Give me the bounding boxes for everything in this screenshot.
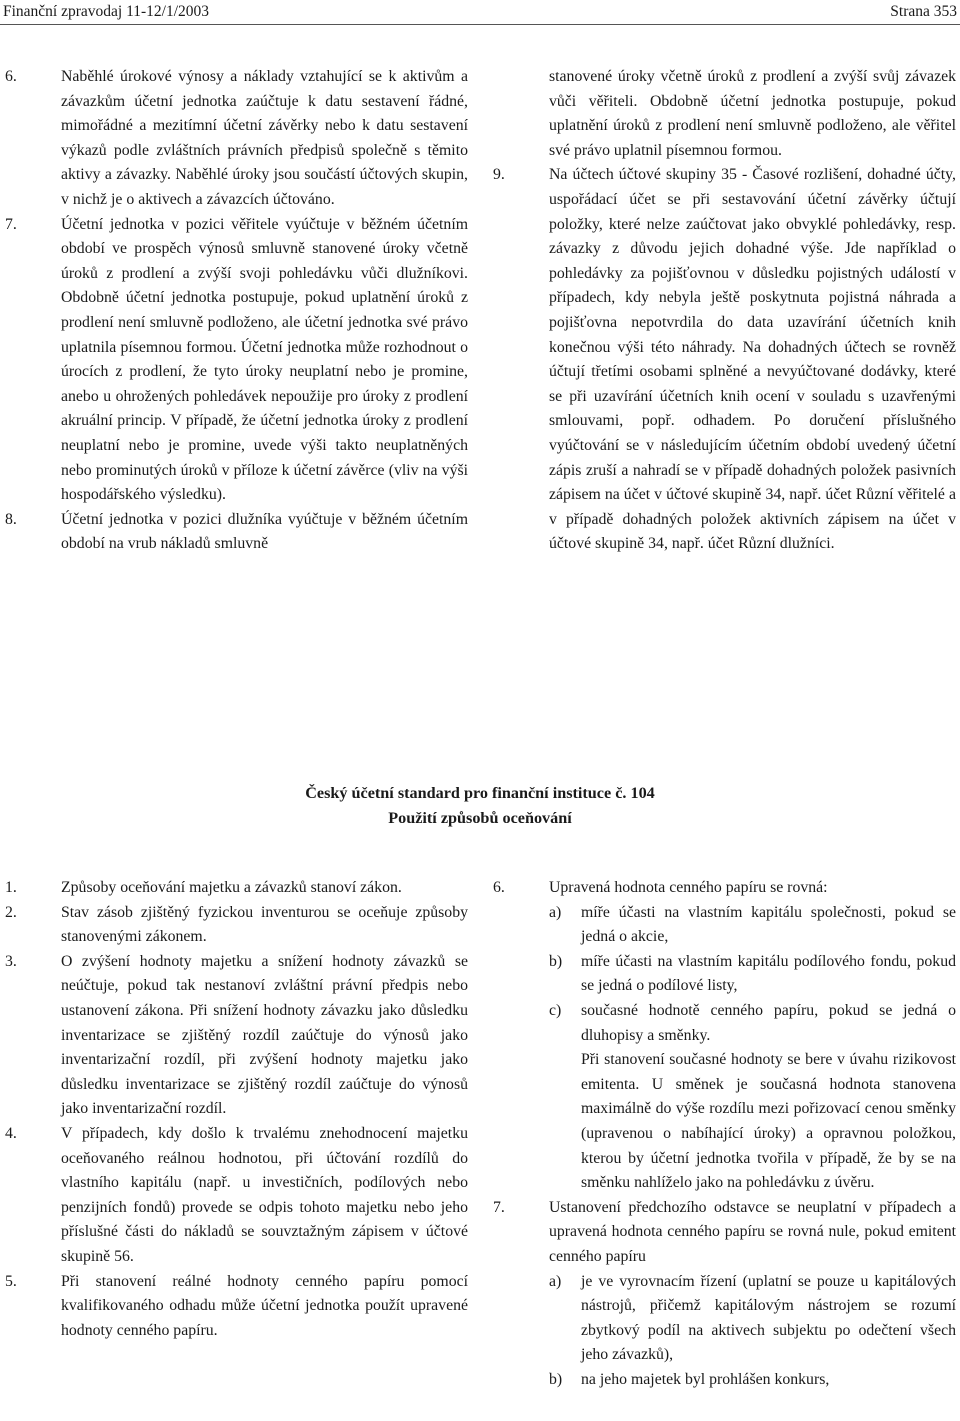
sub-item-text: na jeho majetek byl prohlášen konkurs, — [581, 1370, 830, 1388]
top-left-column — [5, 65, 468, 557]
item-number: 4. — [5, 1124, 17, 1142]
sub-item-text: míře účasti na vlastním kapitálu podílového fondu, pokud se jedná o podílové listy, — [581, 952, 956, 995]
sub-item — [549, 1270, 956, 1368]
list-item — [5, 213, 468, 508]
item-text: Stav zásob zjištěný fyzickou inventurou se oceňuje způsoby stanovenými zákonem. — [61, 903, 468, 946]
item-text: Způsoby oceňování majetku a závazků stanoví zákon. — [61, 879, 402, 896]
sub-item-letter: b) — [549, 952, 563, 970]
list-item — [5, 1270, 468, 1344]
item-intro: Ustanovení předchozího odstavce se neuplatní v případech a upravená hodnota cenného papíru se rovná nule, pokud emitent cenného papíru — [549, 1198, 956, 1265]
list-item — [5, 1122, 468, 1270]
item-number: 2. — [5, 903, 17, 921]
bottom-left-column — [5, 876, 468, 1343]
journal-title: Finanční zpravodaj 11-12/1/2003 — [3, 3, 210, 20]
standard-subtitle: Použití způsobů oceňování — [388, 808, 572, 827]
item-number: 7. — [493, 1198, 505, 1216]
sub-item — [549, 999, 956, 1048]
item-number: 7. — [5, 215, 17, 233]
list-item — [5, 876, 468, 901]
note-text: Při stanovení současné hodnoty se bere v úvahu rizikovost emitenta. U směnek je současná hodnota stanovena maximálně do výše rozdílu mezi pořizovací cenou směnky (upravenou o nabíhající úroky) a opravnou položkou, kterou by účetní jednotka tvořila v případě, že by se na směnku nahlíželo jako na pohledávku z úvěru. — [581, 1051, 956, 1192]
list-item — [5, 508, 468, 557]
sub-item — [549, 950, 956, 999]
sub-item — [549, 901, 956, 950]
list-item — [5, 950, 468, 1122]
item-text: O zvýšení hodnoty majetku a snížení hodnoty závazků se neúčtuje, pokud tak nestanoví zvláštní právní předpis nebo ustanovení zákona. Při snížení hodnoty závazku jako důsledku inventarizace se zjištěný rozdíl zaúčtuje do výnosů jako inventarizační rozdíl, při zvýšení hodnoty majetku jako důsledku inventarizace se zjištěný rozdíl zaúčtuje do výnosů jako inventarizační rozdíl. — [61, 952, 468, 1118]
list-item-continuation — [493, 65, 956, 163]
list-item — [493, 163, 956, 557]
list-item — [493, 876, 956, 1196]
sub-item-letter: a) — [549, 1272, 562, 1290]
top-right-column — [493, 65, 956, 557]
item-text: Na účtech účtové skupiny 35 - Časové rozlišení, dohadné účty, uspořádací účet se při sestavování účetní závěrky účtují položky, které nelze zaúčtovat jako obvyklé pohledávky, resp. závazky z důvodu jejich dohadné výše. Jde například o pohledávky za pojišťovnou v důsledku pojistných událostí v případech, kdy nebyla ještě poskytnuta pojistná náhrada a pojišťovna nepotvrdila do data uzavírání účetních knih konečnou výši této náhrady. Na dohadných účtech se rovněž účtují třetími osobami splněné a nevyúčtované dodávky, které se při uzavírání účetních knih ocení v souladu s uzavřenými smlouvami, popř. odhadem. Po doručení příslušného vyúčtování se v následujícím účetním období uvedený účetní zápis zruší a nahradí se v případě dohadných položek pasivních zápisem na účet v účtové skupině 34, např. účet Různí věřitelé a v případě dohadných položek aktivních zápisem na účet v účtové skupině 34, např. účet Různí dlužníci. — [549, 166, 956, 553]
item-number: 1. — [5, 879, 17, 896]
sub-item-letter: b) — [549, 1370, 563, 1388]
item-text: Při stanovení reálné hodnoty cenného papíru pomocí kvalifikovaného odhadu může účetní jednotka použít upravené hodnoty cenného papíru. — [61, 1272, 468, 1339]
item-number: 6. — [493, 879, 505, 896]
item-number: 6. — [5, 68, 17, 85]
sub-item-text: současné hodnotě cenného papíru, pokud se jedná o dluhopisy a směnky. — [581, 1001, 956, 1044]
item-number: 3. — [5, 952, 17, 970]
item-number: 8. — [5, 510, 17, 528]
list-item — [493, 1196, 956, 1393]
page-header — [0, 0, 960, 25]
sub-item-text: míře účasti na vlastním kapitálu společnosti, pokud se jedná o akcie, — [581, 903, 956, 946]
item-number: 5. — [5, 1272, 17, 1290]
item-text: Účetní jednotka v pozici dlužníka vyúčtuje v běžném účetním období na vrub nákladů smluvně — [61, 510, 468, 553]
sub-item — [549, 1368, 956, 1393]
sub-item-note — [549, 1048, 956, 1196]
item-text: V případech, kdy došlo k trvalému znehodnocení majetku oceňovaného reálnou hodnotou, při účtování rozdílů do vlastního kapitálu (např. u investičních, podílových nebo penzijních fondů) provede se odpis tohoto majetku nebo jeho příslušné části do nákladů se souvztažným zápisem v účtové skupině 56. — [61, 1124, 468, 1265]
item-intro: Upravená hodnota cenného papíru se rovná: — [549, 879, 828, 896]
page-number: Strana 353 — [890, 3, 957, 20]
sub-item-letter: a) — [549, 903, 562, 921]
bottom-right-column — [493, 876, 956, 1392]
standard-title: Český účetní standard pro finanční instituce č. 104 — [305, 784, 655, 802]
item-number: 9. — [493, 166, 505, 184]
item-text: stanovené úroky včetně úroků z prodlení a zvýší svůj závazek vůči věřiteli. Obdobně účetní jednotka postupuje, pokud uplatnění úroků z prodlení není smluvně podloženo, ale věřitel své právo uplatnil písemnou formou. — [549, 68, 956, 159]
list-item — [5, 65, 468, 213]
list-item — [5, 901, 468, 950]
item-text: Naběhlé úrokové výnosy a náklady vztahující se k aktivům a závazkům účetní jednotka zaúčtuje k datu sestavení řádné, mimořádné a mezitímní účetní závěrky nebo k datu sestavení výkazů podle zvláštních právních předpisů společně s těmito aktivy a závazky. Naběhlé úroky jsou součástí účtových skupin, v nichž je o aktivech a závazcích účtováno. — [61, 68, 468, 208]
item-text: Účetní jednotka v pozici věřitele vyúčtuje v běžném účetním období ve prospěch výnosů smluvně stanovené úroky včetně úroků z prodlení a zvýší svoji pohledávku vůči dlužníkovi. Obdobně účetní jednotka postupuje, pokud uplatnění úroků z prodlení není smluvně podloženo, ale účetní jednotka své právo uplatnila písemnou formou. Účetní jednotka může rozhodnout o úrocích z prodlení, že tyto úroky neuplatní nebo je promine, anebo u ohrožených pohledávek nepoužije pro úroky z prodlení akruální princip. V případě, že účetní jednotka úroky z prodlení neuplatní nebo je promine, uvede výši takto neuplatněných nebo prominutých úroků v příloze k účetní závěrce (vliv na výši hospodářského výsledku). — [61, 215, 468, 504]
standard-heading — [0, 781, 960, 830]
sub-item-text: je ve vyrovnacím řízení (uplatní se pouze u kapitálových nástrojů, přičemž kapitálovým nástrojem se rozumí zbytkový podíl na aktivech subjektu po odečtení všech jeho závazků), — [581, 1272, 956, 1364]
sub-item-letter: c) — [549, 1001, 562, 1019]
